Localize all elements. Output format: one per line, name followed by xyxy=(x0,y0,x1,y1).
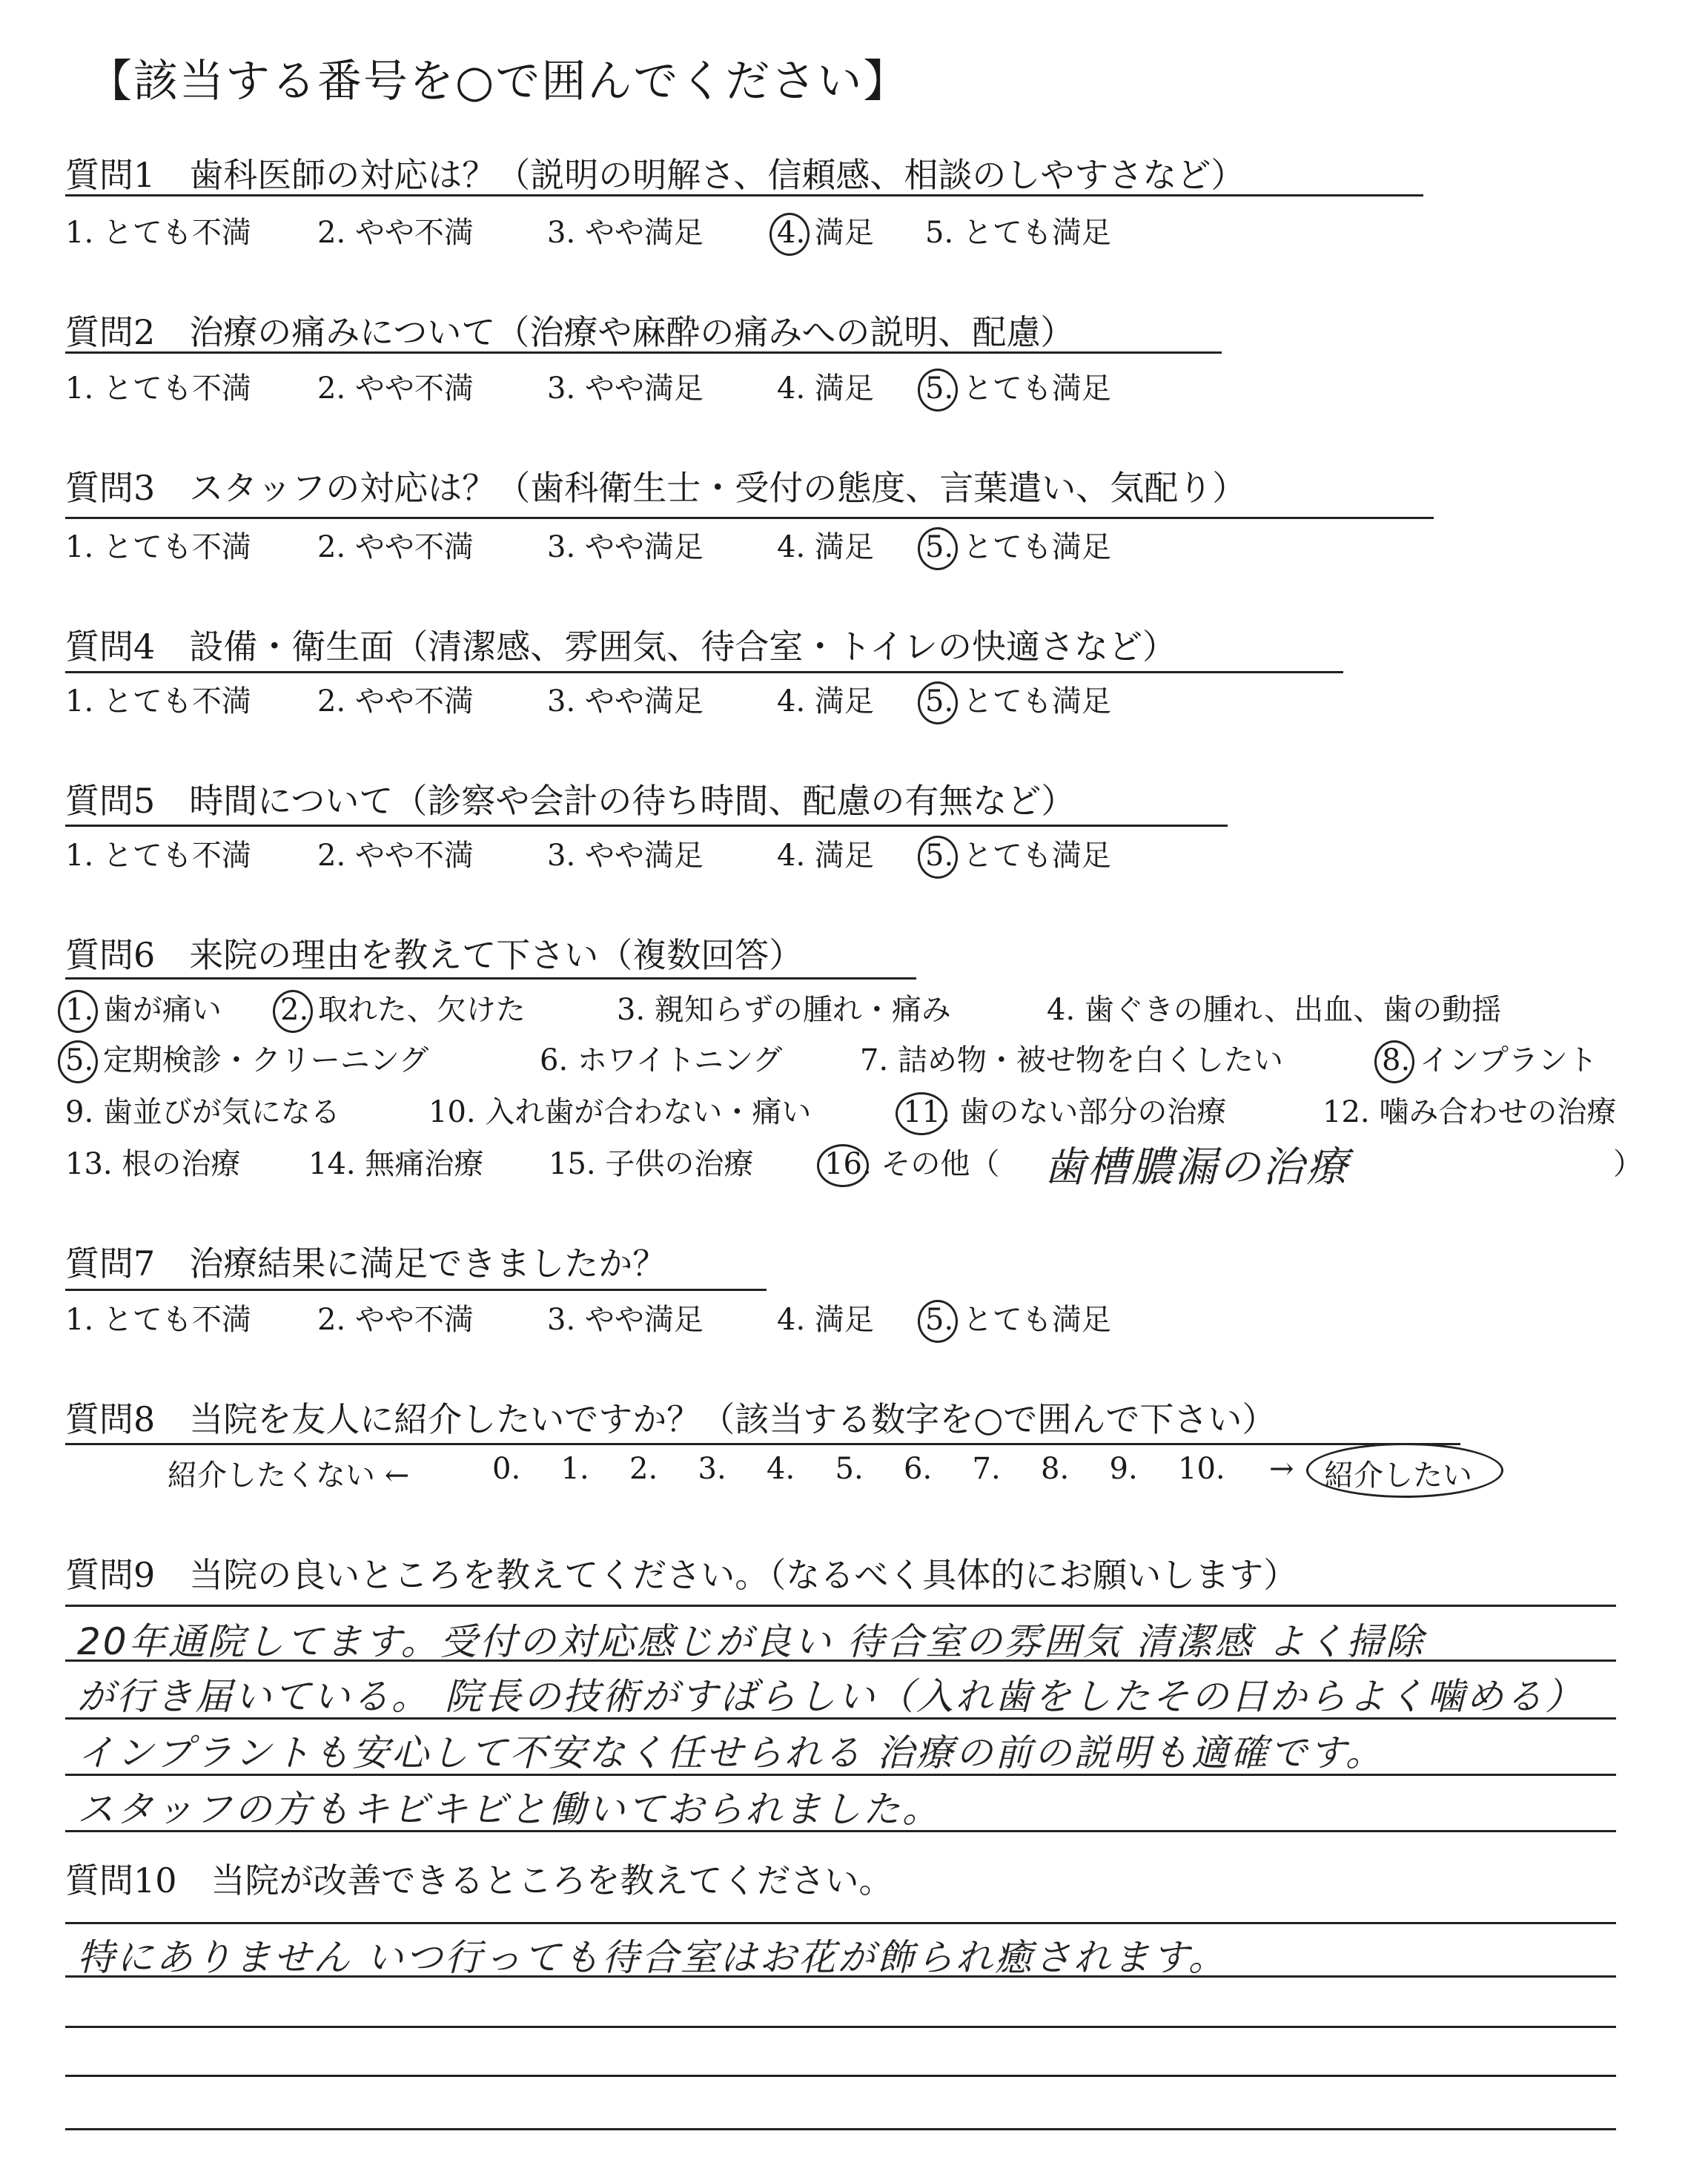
q6-option-8[interactable] xyxy=(1382,1037,1598,1079)
option-label: 詰め物・被せ物を白くしたい xyxy=(888,1043,1283,1077)
option-label: やや満足 xyxy=(575,1303,704,1337)
q8-number[interactable]: 4. xyxy=(767,1452,795,1486)
q6-option-10[interactable] xyxy=(428,1089,811,1131)
selected-circle xyxy=(273,990,313,1033)
q7-underline xyxy=(65,1289,767,1291)
q6-option-9[interactable] xyxy=(65,1089,340,1131)
q10-line-4 xyxy=(65,2128,1616,2130)
option-number: 5. xyxy=(925,684,953,719)
option-number: 5. xyxy=(925,216,954,250)
option-number: 3. xyxy=(547,684,576,719)
option-number: 1. xyxy=(65,684,94,719)
q4-underline xyxy=(65,671,1343,673)
q5-title: 質問5 時間について（診察や会計の待ち時間、配慮の有無など） xyxy=(65,781,1076,821)
q9-title: 質問9 当院の良いところを教えてください。（なるべく具体的にお願いします） xyxy=(65,1555,1298,1595)
option-number: 1. xyxy=(65,993,93,1027)
q8-number[interactable]: 10. xyxy=(1178,1452,1225,1486)
option-number: 16. xyxy=(824,1147,872,1181)
selected-circle xyxy=(918,369,958,412)
q7-option-1[interactable] xyxy=(65,1296,251,1338)
selected-circle xyxy=(918,681,958,724)
q7-option-4[interactable] xyxy=(777,1296,874,1338)
q5-option-3[interactable] xyxy=(547,832,704,874)
option-number: 1. xyxy=(65,839,94,873)
option-label: 歯が痛い xyxy=(93,993,222,1027)
option-number: 1. xyxy=(65,1303,94,1337)
q4-option-3[interactable] xyxy=(547,678,704,720)
q4-option-1[interactable] xyxy=(65,678,251,720)
option-number: 5. xyxy=(925,371,953,406)
q8-right-label: 紹介したい xyxy=(1324,1459,1472,1493)
option-number: 14. xyxy=(308,1147,356,1181)
q10-title: 質問10 当院が改善できるところを教えてください。 xyxy=(65,1860,893,1900)
q2-option-3[interactable] xyxy=(547,365,704,407)
q10-answer-line-1: 特にありません いつ行っても待合室はお花が飾られ癒されます。 xyxy=(77,1936,1228,1979)
option-number: 5. xyxy=(65,1043,93,1077)
option-label: とても満足 xyxy=(953,530,1111,564)
option-label: とても不満 xyxy=(93,684,251,719)
option-label: やや満足 xyxy=(575,684,704,719)
option-number: 8. xyxy=(1382,1043,1410,1077)
q6-underline xyxy=(65,977,916,980)
q8-underline xyxy=(65,1443,1460,1445)
q6-option-15[interactable] xyxy=(549,1140,753,1183)
option-number: 5. xyxy=(925,530,953,564)
option-number: 3. xyxy=(547,1303,576,1337)
q2-option-2[interactable] xyxy=(317,365,474,407)
option-label: 満足 xyxy=(805,839,874,873)
q1-option-2[interactable] xyxy=(317,209,474,251)
q1-option-5[interactable] xyxy=(925,209,1111,251)
option-label: とても満足 xyxy=(953,1303,1111,1337)
q8-number[interactable]: 7. xyxy=(972,1452,1001,1486)
q6-option-14[interactable] xyxy=(308,1140,483,1183)
q6-option-16[interactable] xyxy=(824,1140,999,1183)
option-label: とても不満 xyxy=(93,371,251,406)
q8-number[interactable]: 9. xyxy=(1109,1452,1138,1486)
q4-option-5[interactable] xyxy=(925,678,1111,720)
q8-right-label-circle xyxy=(1306,1443,1503,1498)
q3-option-2[interactable] xyxy=(317,524,474,566)
option-number: 7. xyxy=(860,1043,889,1077)
q5-option-4[interactable] xyxy=(777,832,874,874)
selected-circle xyxy=(1374,1040,1414,1083)
q5-option-1[interactable] xyxy=(65,832,251,874)
q6-option-13[interactable] xyxy=(65,1140,240,1183)
q1-option-4[interactable] xyxy=(777,209,874,251)
option-number: 3. xyxy=(617,993,646,1027)
option-number: 10. xyxy=(428,1095,476,1129)
q8-arrow: → xyxy=(1269,1452,1294,1486)
option-label: その他（ xyxy=(871,1147,1000,1181)
q3-option-4[interactable] xyxy=(777,524,874,566)
option-label: やや不満 xyxy=(345,216,474,250)
option-number: 2. xyxy=(317,216,346,250)
q6-option-1[interactable] xyxy=(65,986,222,1028)
option-label: 歯ぐきの腫れ、出血、歯の動揺 xyxy=(1075,993,1502,1027)
q1-option-3[interactable] xyxy=(547,209,704,251)
q7-option-3[interactable] xyxy=(547,1296,704,1338)
q8-number[interactable]: 6. xyxy=(904,1452,933,1486)
option-label: とても満足 xyxy=(953,216,1111,250)
option-number: 12. xyxy=(1323,1095,1370,1129)
q9-answer-line-4: スタッフの方もキビキビと働いておられました。 xyxy=(77,1788,941,1831)
option-label: 満足 xyxy=(805,371,874,406)
option-label: やや満足 xyxy=(575,216,704,250)
option-label: 歯並びが気になる xyxy=(93,1095,340,1129)
q4-option-2[interactable] xyxy=(317,678,474,720)
q5-underline xyxy=(65,825,1228,827)
option-label: とても不満 xyxy=(93,1303,251,1337)
selected-circle xyxy=(896,1092,947,1135)
option-number: 5. xyxy=(925,839,953,873)
q6-other-answer: 歯槽膿漏の治療 xyxy=(1044,1143,1350,1192)
option-label: とても満足 xyxy=(953,684,1111,719)
q3-option-3[interactable] xyxy=(547,524,704,566)
q3-title: 質問3 スタッフの対応は？（歯科衛生士・受付の態度、言葉遣い、気配り） xyxy=(65,468,1247,508)
q7-option-5[interactable] xyxy=(925,1296,1111,1338)
q6-option-4[interactable] xyxy=(1047,986,1501,1028)
option-number: 9. xyxy=(65,1095,94,1129)
option-number: 3. xyxy=(547,839,576,873)
option-number: 2. xyxy=(317,530,346,564)
q10-line-3 xyxy=(65,2075,1616,2077)
option-label: 噛み合わせの治療 xyxy=(1369,1095,1617,1129)
option-label: 子供の治療 xyxy=(595,1147,754,1181)
q9-answer-line-2: が行き届いている。 院長の技術がすばらしい（入れ歯をしたその日からよく噛める） xyxy=(77,1675,1584,1718)
option-label: 取れた、欠けた xyxy=(308,993,526,1027)
option-number: 3. xyxy=(547,530,576,564)
option-number: 4. xyxy=(777,371,806,406)
option-label: とても満足 xyxy=(953,371,1111,406)
q2-option-5[interactable] xyxy=(925,365,1111,407)
option-label: 満足 xyxy=(805,216,874,250)
q6-option-6[interactable] xyxy=(540,1037,782,1079)
option-label: 満足 xyxy=(805,1303,874,1337)
option-label: とても不満 xyxy=(93,216,251,250)
option-label: やや不満 xyxy=(345,371,474,406)
q6-other-close: ） xyxy=(1613,1147,1643,1181)
option-number: 3. xyxy=(547,371,576,406)
q2-option-4[interactable] xyxy=(777,365,874,407)
q1-underline xyxy=(65,194,1423,196)
q10-line-0 xyxy=(65,1922,1616,1924)
option-label: やや満足 xyxy=(575,530,704,564)
q3-underline xyxy=(65,517,1434,519)
option-number: 6. xyxy=(540,1043,569,1077)
q5-option-5[interactable] xyxy=(925,832,1111,874)
q9-line-0 xyxy=(65,1605,1616,1607)
q6-option-11[interactable] xyxy=(903,1089,1226,1131)
selected-circle xyxy=(918,527,958,570)
q1-option-1[interactable] xyxy=(65,209,251,251)
option-label: インプラント xyxy=(1410,1043,1598,1077)
option-number: 2. xyxy=(280,993,308,1027)
option-label: やや不満 xyxy=(345,839,474,873)
q6-option-12[interactable] xyxy=(1323,1089,1616,1131)
q8-number[interactable]: 5. xyxy=(835,1452,864,1486)
option-number: 4. xyxy=(777,530,806,564)
selected-circle xyxy=(918,836,958,879)
option-number: 1. xyxy=(65,530,94,564)
option-label: やや不満 xyxy=(345,684,474,719)
q3-option-5[interactable] xyxy=(925,524,1111,566)
q7-title: 質問7 治療結果に満足できましたか？ xyxy=(65,1244,667,1284)
q8-number[interactable]: 2. xyxy=(629,1452,658,1486)
option-label: 入れ歯が合わない・痛い xyxy=(475,1095,812,1129)
option-number: 4. xyxy=(1047,993,1076,1027)
q5-option-2[interactable] xyxy=(317,832,474,874)
option-number: 4. xyxy=(777,684,806,719)
option-label: 親知らずの腫れ・痛み xyxy=(645,993,951,1027)
q9-answer-line-1: 20年通院してます。受付の対応感じが良い 待合室の雰囲気 清潔感 よく掃除 xyxy=(77,1620,1426,1663)
option-label: 無痛治療 xyxy=(355,1147,484,1181)
q4-title: 質問4 設備・衛生面（清潔感、雰囲気、待合室・トイレの快適さなど） xyxy=(65,627,1176,667)
option-number: 11. xyxy=(903,1095,950,1129)
q6-title: 質問6 来院の理由を教えて下さい（複数回答） xyxy=(65,935,804,975)
q9-answer-line-3: インプラントも安心して不安なく任せられる 治療の前の説明も適確です。 xyxy=(77,1731,1385,1774)
option-number: 1. xyxy=(65,216,94,250)
q8-left-label: 紹介したくない ← xyxy=(168,1459,410,1493)
option-label: やや満足 xyxy=(575,371,704,406)
option-number: 1. xyxy=(65,371,94,406)
selected-circle xyxy=(918,1300,958,1343)
option-number: 2. xyxy=(317,839,346,873)
option-label: ホワイトニング xyxy=(568,1043,783,1077)
q6-option-3[interactable] xyxy=(617,986,951,1028)
option-number: 2. xyxy=(317,371,346,406)
q4-option-4[interactable] xyxy=(777,678,874,720)
option-label: やや不満 xyxy=(345,1303,474,1337)
option-number: 4. xyxy=(777,1303,806,1337)
selected-circle xyxy=(58,1040,98,1083)
option-label: 定期検診・クリーニング xyxy=(93,1043,429,1077)
q3-option-1[interactable] xyxy=(65,524,251,566)
option-number: 2. xyxy=(317,684,346,719)
option-label: 満足 xyxy=(805,684,874,719)
option-number: 2. xyxy=(317,1303,346,1337)
q6-option-5[interactable] xyxy=(65,1037,428,1079)
option-label: 歯のない部分の治療 xyxy=(950,1095,1227,1129)
selected-circle xyxy=(817,1144,869,1187)
q2-option-1[interactable] xyxy=(65,365,251,407)
q2-underline xyxy=(65,351,1222,354)
option-label: 満足 xyxy=(805,530,874,564)
page-title: 【該当する番号を○で囲んでください】 xyxy=(87,56,910,108)
q2-title: 質問2 治療の痛みについて（治療や麻酔の痛みへの説明、配慮） xyxy=(65,312,1075,352)
q1-title: 質問1 歯科医師の対応は？（説明の明解さ、信頼感、相談のしやすさなど） xyxy=(65,155,1245,195)
option-label: とても不満 xyxy=(93,530,251,564)
selected-circle xyxy=(769,213,810,256)
option-number: 5. xyxy=(925,1303,953,1337)
option-label: とても不満 xyxy=(93,839,251,873)
q8-number[interactable]: 8. xyxy=(1041,1452,1070,1486)
q8-title: 質問8 当院を友人に紹介したいですか？（該当する数字を○で囲んで下さい） xyxy=(65,1399,1277,1439)
selected-circle xyxy=(58,990,98,1033)
q6-option-2[interactable] xyxy=(280,986,526,1028)
option-number: 3. xyxy=(547,216,576,250)
option-label: とても満足 xyxy=(953,839,1111,873)
q6-option-7[interactable] xyxy=(860,1037,1283,1079)
option-label: やや不満 xyxy=(345,530,474,564)
option-label: やや満足 xyxy=(575,839,704,873)
option-number: 13. xyxy=(65,1147,113,1181)
q8-number[interactable]: 3. xyxy=(698,1452,726,1486)
option-label: 根の治療 xyxy=(112,1147,241,1181)
q8-number[interactable]: 0. xyxy=(492,1452,521,1486)
q10-line-2 xyxy=(65,2026,1616,2028)
q8-number[interactable]: 1. xyxy=(560,1452,589,1486)
q7-option-2[interactable] xyxy=(317,1296,474,1338)
option-number: 4. xyxy=(777,216,805,250)
option-number: 4. xyxy=(777,839,806,873)
option-number: 15. xyxy=(549,1147,596,1181)
